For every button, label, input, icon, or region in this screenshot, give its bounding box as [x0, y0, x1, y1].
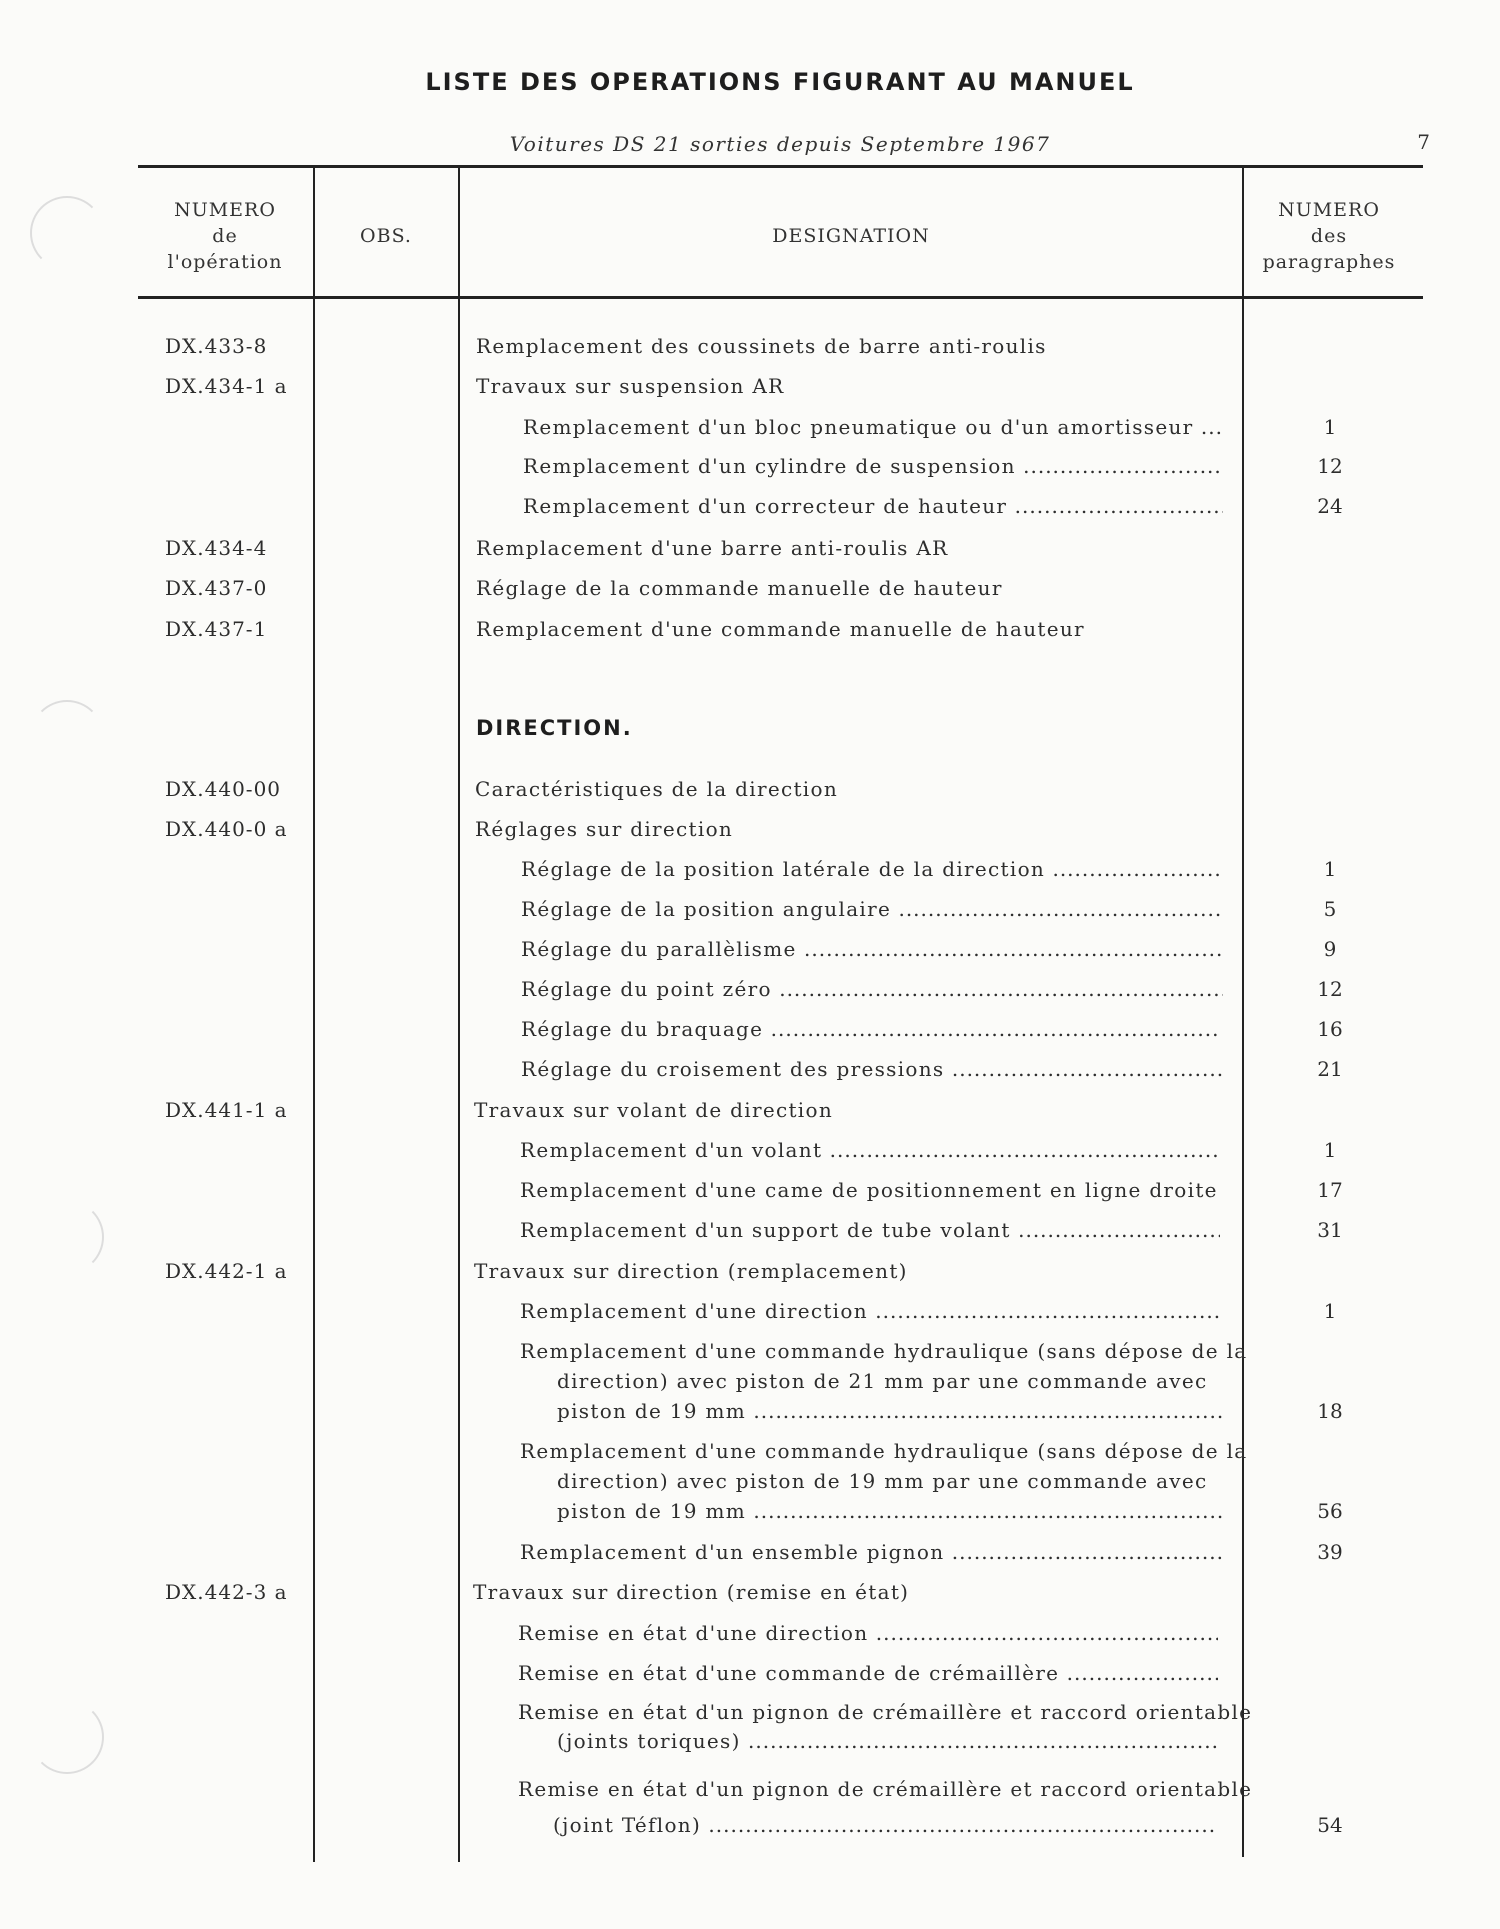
table-top-rule	[138, 165, 1423, 168]
operation-code: DX.433-8	[165, 334, 268, 358]
paragraph-number: 9	[1323, 937, 1337, 961]
paragraph-number: 1	[1323, 415, 1337, 439]
sub-operation: Remplacement d'un volant .....	[520, 1138, 1220, 1162]
page-title: LISTE DES OPERATIONS FIGURANT AU MANUEL	[425, 68, 1135, 96]
paragraph-number: 12	[1317, 454, 1343, 478]
operation-code: DX.437-1	[165, 617, 268, 641]
header-line: DESIGNATION	[772, 225, 930, 247]
paragraph-number: 16	[1317, 1017, 1343, 1041]
header-line: l'opération	[167, 251, 283, 273]
operation-designation: Réglage de la commande manuelle de hauteur	[476, 576, 1003, 600]
sub-operation: Réglage du parallèlisme .....	[521, 937, 1223, 961]
column-divider	[313, 167, 315, 1862]
operation-code: DX.434-4	[165, 536, 268, 560]
header-line: des	[1310, 225, 1348, 247]
operation-code: DX.440-00	[165, 777, 282, 801]
sub-operation: Remplacement d'une direction .....	[520, 1299, 1220, 1323]
sub-operation: Remise en état d'une direction .....	[518, 1621, 1218, 1645]
paragraph-number: 31	[1317, 1218, 1343, 1242]
paragraph-number: 12	[1317, 977, 1343, 1001]
sub-operation-line: piston de 19 mm .....	[557, 1499, 1222, 1523]
paragraph-number: 5	[1323, 897, 1337, 921]
sub-operation: Remplacement d'un cylindre de suspension .....	[523, 454, 1223, 478]
sub-operation-line: Remise en état d'un pignon de crémaillère et raccord orientable	[518, 1700, 1253, 1724]
sub-operation: Réglage du croisement des pressions .....	[521, 1057, 1223, 1081]
paragraph-number: 1	[1323, 857, 1337, 881]
paragraph-number: 18	[1317, 1399, 1343, 1423]
sub-operation-line: Remplacement d'une commande hydraulique (sans dépose de la	[520, 1339, 1248, 1363]
sub-operation: Remplacement d'un correcteur de hauteur .....	[523, 494, 1223, 518]
operation-designation: Réglages sur direction	[475, 817, 734, 841]
sub-operation: Réglage de la position latérale de la direction .....	[521, 857, 1223, 881]
operation-designation: Caractéristiques de la direction	[475, 777, 839, 801]
operation-designation: Travaux sur volant de direction	[474, 1098, 834, 1122]
operation-designation: Travaux sur suspension AR	[476, 374, 785, 398]
paragraph-number: 17	[1317, 1178, 1343, 1202]
operation-designation: Travaux sur direction (remise en état)	[473, 1580, 910, 1604]
paragraph-number: 24	[1317, 494, 1343, 518]
binder-hole	[30, 196, 104, 270]
table-header-rule	[138, 296, 1423, 299]
header-designation	[461, 221, 1241, 251]
paragraph-number: 56	[1317, 1499, 1343, 1523]
operation-code: DX.440-0 a	[165, 817, 288, 841]
sub-operation: Remplacement d'un ensemble pignon .....	[520, 1540, 1222, 1564]
sub-operation: Réglage de la position angulaire .....	[521, 897, 1221, 921]
operation-code: DX.442-3 a	[165, 1580, 288, 1604]
paragraph-number: 1	[1323, 1138, 1337, 1162]
header-line: OBS.	[360, 225, 412, 247]
binder-hole	[30, 1200, 104, 1274]
paragraph-number: 39	[1317, 1540, 1343, 1564]
header-line: NUMERO	[174, 199, 276, 221]
sub-operation-line: (joint Téflon) .....	[553, 1813, 1217, 1837]
header-line: de	[212, 225, 238, 247]
paragraph-number: 21	[1317, 1057, 1343, 1081]
operation-designation: Remplacement d'une commande manuelle de hauteur	[476, 617, 1085, 641]
sub-operation: Remise en état d'une commande de crémaillère .....	[518, 1661, 1218, 1685]
operation-designation: Remplacement des coussinets de barre anti-roulis	[476, 334, 1047, 358]
header-line: paragraphes	[1262, 251, 1396, 273]
sub-operation-line: piston de 19 mm .....	[557, 1399, 1222, 1423]
operation-code: DX.441-1 a	[165, 1098, 288, 1122]
sub-operation-line: Remise en état d'un pignon de crémaillère et raccord orientable	[518, 1777, 1253, 1801]
sub-operation-line: (joints toriques) .....	[557, 1729, 1217, 1753]
header-numero-paragraphes	[1245, 195, 1413, 277]
paragraph-number: 54	[1317, 1813, 1343, 1837]
column-divider	[458, 167, 460, 1862]
sub-operation: Remplacement d'un bloc pneumatique ou d'un amortisseur .....	[523, 415, 1223, 439]
header-numero-operation	[140, 195, 310, 277]
operation-code: DX.434-1 a	[165, 374, 288, 398]
header-line: NUMERO	[1278, 199, 1380, 221]
sub-operation: Réglage du braquage .....	[521, 1017, 1221, 1041]
page-number: 7	[1417, 130, 1430, 154]
sub-operation: Réglage du point zéro .....	[521, 977, 1223, 1001]
operation-designation: Travaux sur direction (remplacement)	[474, 1259, 908, 1283]
section-heading: DIRECTION.	[476, 716, 633, 740]
page-subtitle: Voitures DS 21 sorties depuis Septembre 1967	[509, 132, 1051, 156]
sub-operation-line: direction) avec piston de 19 mm par une commande avec	[557, 1469, 1208, 1493]
column-divider	[1242, 167, 1244, 1857]
sub-operation: Remplacement d'un support de tube volant .....	[520, 1218, 1220, 1242]
header-obs	[316, 221, 456, 251]
sub-operation-line: direction) avec piston de 21 mm par une commande avec	[557, 1369, 1208, 1393]
operation-code: DX.437-0	[165, 576, 268, 600]
binder-hole	[30, 700, 104, 774]
operation-code: DX.442-1 a	[165, 1259, 288, 1283]
operation-designation: Remplacement d'une barre anti-roulis AR	[476, 536, 949, 560]
binder-hole	[30, 1700, 104, 1774]
paragraph-number: 1	[1323, 1299, 1337, 1323]
sub-operation-line: Remplacement d'une commande hydraulique (sans dépose de la	[520, 1439, 1248, 1463]
sub-operation: Remplacement d'une came de positionnement en ligne droite .....	[520, 1178, 1222, 1202]
